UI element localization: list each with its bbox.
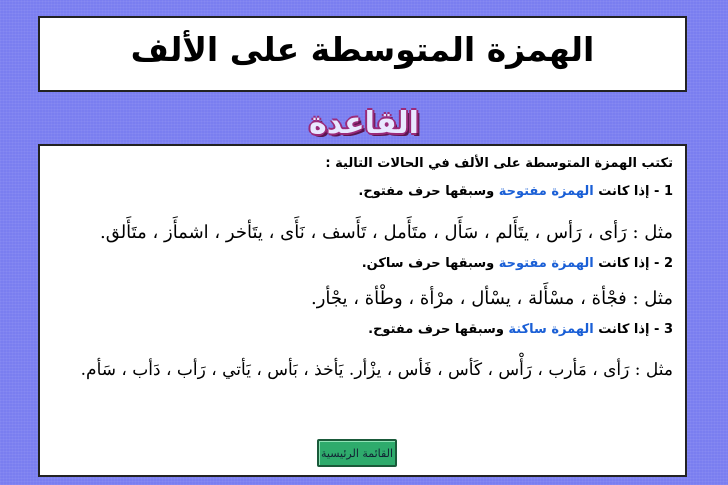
- rule-3-number: 3 -: [649, 322, 673, 337]
- rule-1: [358, 184, 673, 199]
- rule-3-example: مثل : رَأى ، مَأرب ، رَأْس ، كَأس ، فَأس ، يزْأر. يَأخذ ، بَأس ، يَأتي ، رَأب ، دَأب ، سَأم.: [80, 360, 673, 380]
- title-box: [38, 16, 687, 92]
- rule-1-suffix: وسبقها حرف مفتوح.: [358, 184, 499, 199]
- rule-1-number: 1 -: [649, 184, 673, 199]
- rule-2: [362, 256, 673, 271]
- rule-2-number: 2 -: [649, 256, 673, 271]
- rule-3-highlight: الهمزة ساكنة: [508, 322, 594, 337]
- rule-2-highlight: الهمزة مفتوحة: [498, 256, 594, 271]
- page-title: الهمزة المتوسطة على الألف: [130, 30, 595, 69]
- rule-3-prefix: إذا كانت: [593, 322, 650, 337]
- content-box: [38, 144, 687, 477]
- section-heading: القاعدة: [309, 106, 419, 141]
- rule-2-prefix: إذا كانت: [593, 256, 650, 271]
- rule-2-example: مثل : فجْأة ، مسْأَلة ، يسْأل ، مرْأة ، وطْأة ، يجْأر.: [310, 288, 673, 309]
- rule-3-suffix: وسبقها حرف مفتوح.: [368, 322, 509, 337]
- rule-1-highlight: الهمزة مفتوحة: [498, 184, 594, 199]
- home-menu-button[interactable]: القائمة الرئيسية: [317, 439, 397, 467]
- rule-2-suffix: وسبقها حرف ساكن.: [361, 256, 499, 271]
- intro-text: تكتب الهمزة المتوسطة على الألف في الحالات التالية :: [325, 156, 673, 171]
- rule-1-example: مثل : رَأى ، رَأس ، يتَأَلم ، سَأَل ، متَأَمل ، تَأَسف ، نَأَى ، يتَأخر ، اشمأَز ، متَأَلق.: [99, 222, 673, 243]
- rule-1-prefix: إذا كانت: [593, 184, 650, 199]
- rule-3: [368, 322, 673, 337]
